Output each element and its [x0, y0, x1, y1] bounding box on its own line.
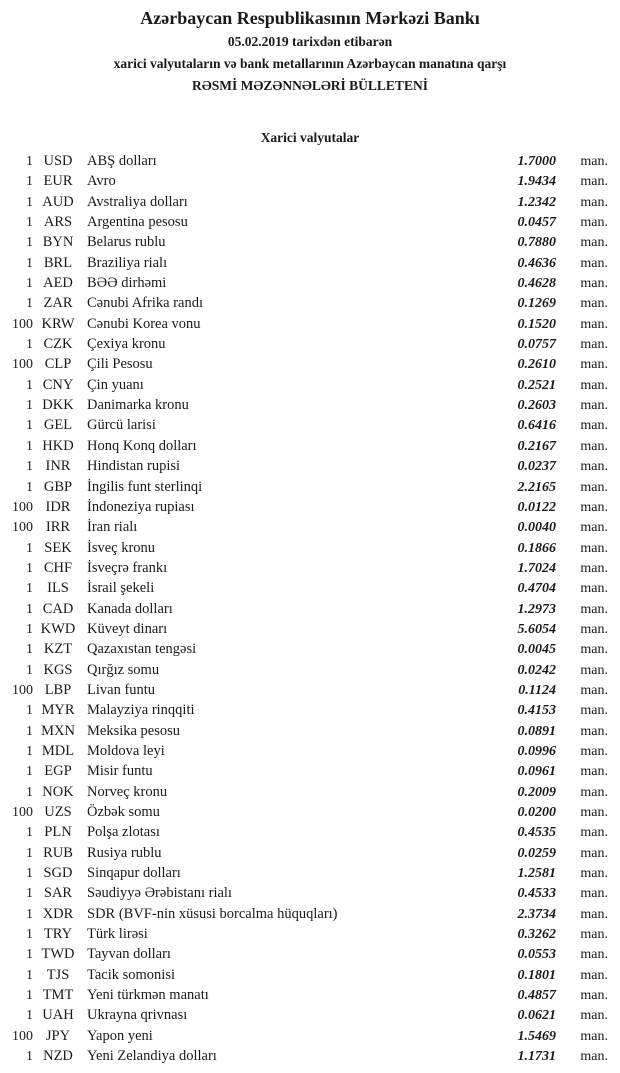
rate-row	[0, 192, 620, 212]
unit-label: man.	[580, 805, 608, 820]
exchange-rate: 0.1124	[518, 682, 556, 698]
currency-quantity: 1	[26, 418, 33, 434]
currency-code: XDR	[42, 905, 74, 922]
rate-row	[0, 782, 620, 802]
currency-name: Kanada dolları	[87, 600, 173, 617]
unit-label: man.	[580, 906, 608, 922]
currency-quantity: 1	[26, 621, 33, 637]
exchange-rate: 0.4636	[517, 255, 556, 271]
currency-quantity: 1	[26, 764, 33, 780]
currency-code: KGS	[43, 661, 73, 678]
unit-label: man.	[580, 764, 608, 780]
currency-name: Küveyt dinarı	[87, 620, 168, 637]
exchange-rate: 5.6054	[517, 621, 556, 637]
unit-label: man.	[580, 621, 608, 637]
exchange-rate: 2.2165	[517, 479, 556, 495]
currency-code: TWD	[41, 946, 75, 963]
currency-name: Meksika pesosu	[87, 722, 181, 739]
rate-row	[0, 883, 620, 903]
unit-label: man.	[580, 601, 608, 617]
exchange-rate: 1.2581	[517, 866, 556, 882]
currency-code: TMT	[42, 987, 74, 1004]
unit-label: man.	[580, 194, 608, 210]
currency-quantity: 1	[26, 988, 33, 1004]
rate-row	[0, 639, 620, 659]
unit-label: man.	[580, 540, 608, 556]
exchange-rate: 0.2521	[517, 377, 556, 393]
currency-quantity: 1	[26, 276, 33, 292]
currency-name: Çin yuanı	[87, 376, 144, 393]
currency-quantity: 1	[26, 703, 33, 719]
exchange-rate: 0.4704	[517, 581, 556, 597]
currency-code: MDL	[41, 742, 75, 759]
exchange-rates-table	[0, 151, 620, 1066]
currency-quantity: 1	[26, 743, 33, 759]
unit-label: man.	[580, 377, 608, 393]
exchange-rate: 0.0040	[517, 520, 556, 536]
exchange-rate: 0.6416	[517, 418, 556, 434]
currency-quantity: 1	[26, 1049, 33, 1065]
rate-row	[0, 721, 620, 741]
currency-code: MXN	[41, 722, 75, 739]
currency-quantity: 100	[12, 520, 33, 536]
currency-name: Yeni türkmən manatı	[87, 987, 209, 1004]
currency-code: CLP	[44, 356, 72, 373]
rate-row	[0, 944, 620, 964]
currency-quantity: 1	[26, 927, 33, 943]
currency-quantity: 1	[26, 479, 33, 495]
currency-quantity: 1	[26, 642, 33, 658]
exchange-rate: 0.4857	[517, 988, 556, 1004]
currency-code: GBP	[43, 478, 73, 495]
unit-label: man.	[580, 662, 608, 678]
rate-row	[0, 863, 620, 883]
currency-code: MYR	[41, 702, 75, 719]
rate-row	[0, 334, 620, 354]
rate-row	[0, 395, 620, 415]
exchange-rate: 0.0961	[517, 764, 556, 780]
rate-row	[0, 985, 620, 1005]
currency-name: ABŞ dolları	[87, 153, 157, 169]
currency-quantity: 1	[26, 560, 33, 576]
currency-name: İndoneziya rupiası	[87, 498, 195, 515]
exchange-rate: 1.7024	[517, 560, 556, 576]
exchange-rate: 0.1866	[517, 540, 556, 556]
exchange-rate: 0.4628	[517, 276, 556, 292]
exchange-rate: 0.1269	[517, 296, 556, 312]
currency-code: IDR	[45, 498, 71, 515]
exchange-rate: 0.0200	[517, 805, 556, 820]
currency-code: NZD	[43, 1048, 73, 1065]
unit-label: man.	[580, 988, 608, 1004]
unit-label: man.	[580, 723, 608, 739]
rate-row	[0, 517, 620, 537]
currency-code: SGD	[43, 865, 73, 882]
currency-code: HKD	[42, 437, 74, 454]
currency-quantity: 1	[26, 540, 33, 556]
currency-name: Norveç kronu	[87, 783, 168, 800]
currency-quantity: 1	[26, 337, 33, 353]
bulletin-subtitle: xarici valyutaların və bank metallarının Azərbaycan manatına qarşı	[113, 56, 507, 71]
exchange-rate: 0.1520	[517, 316, 556, 332]
unit-label: man.	[580, 154, 608, 169]
rate-row	[0, 1005, 620, 1025]
currency-quantity: 1	[26, 377, 33, 393]
exchange-rate: 1.5469	[517, 1028, 556, 1044]
exchange-rate: 0.4535	[517, 825, 556, 841]
rate-row	[0, 741, 620, 761]
unit-label: man.	[580, 927, 608, 943]
unit-label: man.	[580, 357, 608, 373]
bulletin-title: RƏSMİ MƏZƏNNƏLƏRİ BÜLLETENİ	[192, 78, 428, 93]
rate-row	[0, 1026, 620, 1046]
currency-quantity: 1	[26, 601, 33, 617]
currency-name: Argentina pesosu	[87, 214, 188, 231]
currency-quantity: 1	[26, 1008, 33, 1024]
exchange-rate: 2.3734	[517, 906, 556, 922]
rate-row	[0, 904, 620, 924]
currency-code: CAD	[42, 600, 74, 617]
currency-code: ZAR	[43, 295, 73, 312]
currency-name: Ukrayna qrivnası	[87, 1007, 188, 1024]
currency-code: GEL	[43, 417, 73, 434]
exchange-rate: 0.4153	[517, 703, 556, 719]
currency-name: SDR (BVF-nin xüsusi borcalma hüquqları)	[87, 905, 338, 922]
currency-name: İsveçrə frankı	[87, 559, 168, 576]
rate-row	[0, 151, 620, 171]
rate-row	[0, 843, 620, 863]
currency-code: EUR	[43, 173, 73, 190]
currency-name: Avstraliya dolları	[87, 193, 188, 210]
currency-name: Moldova leyi	[87, 742, 165, 759]
unit-label: man.	[580, 255, 608, 271]
currency-name: Çexiya kronu	[87, 336, 166, 353]
currency-quantity: 1	[26, 947, 33, 963]
currency-code: SAR	[43, 885, 73, 902]
currency-code: TJS	[46, 966, 70, 983]
effective-date-line: 05.02.2019 tarixdən etibarən	[227, 34, 393, 49]
currency-name: İngilis funt sterlinqi	[87, 478, 203, 495]
currency-code: AUD	[42, 193, 74, 210]
currency-code: ARS	[43, 214, 73, 231]
currency-quantity: 1	[26, 398, 33, 414]
exchange-rate: 0.3262	[517, 927, 556, 943]
unit-label: man.	[580, 642, 608, 658]
rate-row	[0, 273, 620, 293]
currency-name: Tacik somonisi	[87, 966, 175, 983]
rate-row	[0, 293, 620, 313]
currency-code: KRW	[41, 315, 75, 332]
unit-label: man.	[580, 276, 608, 292]
exchange-rate: 1.2342	[517, 194, 556, 210]
unit-label: man.	[580, 296, 608, 312]
rate-row	[0, 477, 620, 497]
unit-label: man.	[580, 316, 608, 332]
rate-row	[0, 538, 620, 558]
bulletin-header	[0, 0, 620, 97]
rate-row	[0, 314, 620, 334]
currency-quantity: 1	[26, 886, 33, 902]
unit-label: man.	[580, 560, 608, 576]
currency-name: Qazaxıstan tengəsi	[87, 641, 197, 658]
currency-name: Braziliya rialı	[87, 254, 168, 271]
rate-row	[0, 660, 620, 680]
rate-row	[0, 822, 620, 842]
currency-name: İran rialı	[87, 519, 138, 536]
currency-code: UZS	[44, 804, 72, 820]
currency-code: RUB	[43, 844, 73, 861]
unit-label: man.	[580, 866, 608, 882]
rate-row	[0, 171, 620, 191]
rate-row	[0, 253, 620, 273]
rate-row	[0, 599, 620, 619]
exchange-rate: 0.0045	[517, 642, 556, 658]
currency-name: Rusiya rublu	[87, 844, 162, 861]
currency-name: Misir funtu	[87, 763, 153, 780]
exchange-rate: 0.2009	[517, 784, 556, 800]
currency-quantity: 1	[26, 215, 33, 231]
currency-quantity: 1	[26, 174, 33, 190]
rate-row	[0, 232, 620, 252]
exchange-rate: 0.0259	[517, 845, 556, 861]
currency-name: Hindistan rupisi	[87, 458, 181, 475]
exchange-rate: 1.1731	[517, 1049, 556, 1065]
exchange-rate: 0.0757	[517, 337, 556, 353]
rate-row	[0, 375, 620, 395]
currency-quantity: 1	[26, 255, 33, 271]
currency-code: UAH	[42, 1007, 74, 1024]
currency-name: Çili Pesosu	[87, 356, 153, 373]
exchange-rate: 0.4533	[517, 886, 556, 902]
currency-name: Avro	[87, 173, 116, 190]
currency-name: Türk lirəsi	[87, 926, 148, 943]
currency-quantity: 100	[12, 805, 33, 820]
exchange-rate: 1.7000	[517, 154, 556, 169]
exchange-rate: 0.1801	[517, 967, 556, 983]
unit-label: man.	[580, 1049, 608, 1065]
currency-name: Malayziya rinqqiti	[87, 702, 195, 719]
currency-name: Belarus rublu	[87, 234, 166, 251]
currency-quantity: 1	[26, 906, 33, 922]
unit-label: man.	[580, 459, 608, 475]
unit-label: man.	[580, 967, 608, 983]
rate-row	[0, 456, 620, 476]
unit-label: man.	[580, 947, 608, 963]
rate-row	[0, 619, 620, 639]
currency-name: Səudiyyə Ərəbistanı rialı	[87, 885, 232, 902]
currency-name: Sinqapur dolları	[87, 865, 181, 882]
currency-quantity: 1	[26, 723, 33, 739]
exchange-rate: 0.0553	[517, 947, 556, 963]
rate-row	[0, 578, 620, 598]
currency-quantity: 1	[26, 825, 33, 841]
unit-label: man.	[580, 682, 608, 698]
currency-code: SEK	[44, 539, 72, 556]
currency-code: KWD	[40, 620, 76, 637]
rate-row	[0, 558, 620, 578]
currency-code: DKK	[42, 397, 74, 414]
currency-code: PLN	[44, 824, 72, 841]
currency-code: EGP	[44, 763, 72, 780]
currency-code: CHF	[43, 559, 73, 576]
currency-name: Yeni Zelandiya dolları	[87, 1048, 217, 1065]
rate-row	[0, 965, 620, 985]
unit-label: man.	[580, 174, 608, 190]
currency-quantity: 100	[12, 499, 33, 515]
currency-name: Cənubi Afrika randı	[87, 295, 203, 312]
currency-quantity: 100	[12, 357, 33, 373]
currency-code: CNY	[42, 376, 74, 393]
currency-quantity: 1	[26, 784, 33, 800]
unit-label: man.	[580, 499, 608, 515]
exchange-rate: 0.2167	[517, 438, 556, 454]
currency-code: ILS	[47, 580, 69, 597]
exchange-rate: 0.0457	[517, 215, 556, 231]
currency-quantity: 1	[26, 845, 33, 861]
exchange-rate: 1.9434	[517, 174, 556, 190]
currency-name: Tayvan dolları	[87, 946, 171, 963]
exchange-rate: 0.2610	[517, 357, 556, 373]
unit-label: man.	[580, 703, 608, 719]
currency-code: USD	[43, 153, 73, 169]
unit-label: man.	[580, 825, 608, 841]
exchange-rate: 0.2603	[517, 398, 556, 414]
currency-name: Polşa zlotası	[87, 824, 160, 841]
currency-code: IRR	[45, 519, 71, 536]
unit-label: man.	[580, 418, 608, 434]
unit-label: man.	[580, 845, 608, 861]
currency-quantity: 1	[26, 194, 33, 210]
exchange-rate: 0.0237	[517, 459, 556, 475]
currency-name: Danimarka kronu	[87, 397, 189, 414]
section-title-foreign-currencies: Xarici valyutalar	[260, 130, 360, 145]
rate-row	[0, 212, 620, 232]
currency-code: CZK	[43, 336, 73, 353]
rate-row	[0, 415, 620, 435]
currency-quantity: 100	[12, 682, 33, 698]
rate-row	[0, 436, 620, 456]
currency-quantity: 100	[12, 1028, 33, 1044]
currency-name: İsrail şekeli	[87, 580, 155, 597]
unit-label: man.	[580, 520, 608, 536]
unit-label: man.	[580, 337, 608, 353]
currency-quantity: 1	[26, 866, 33, 882]
unit-label: man.	[580, 235, 608, 251]
currency-code: AED	[43, 275, 73, 292]
currency-quantity: 1	[26, 967, 33, 983]
currency-quantity: 1	[26, 459, 33, 475]
unit-label: man.	[580, 784, 608, 800]
currency-code: LBP	[44, 681, 72, 698]
currency-quantity: 1	[26, 296, 33, 312]
currency-name: Gürcü larisi	[87, 417, 156, 434]
currency-name: Yapon yeni	[87, 1027, 153, 1044]
currency-quantity: 1	[26, 438, 33, 454]
currency-code: NOK	[42, 783, 74, 800]
rate-row	[0, 924, 620, 944]
currency-code: BRL	[43, 254, 73, 271]
unit-label: man.	[580, 743, 608, 759]
unit-label: man.	[580, 438, 608, 454]
unit-label: man.	[580, 886, 608, 902]
currency-quantity: 1	[26, 235, 33, 251]
exchange-rate: 0.0242	[517, 662, 556, 678]
unit-label: man.	[580, 215, 608, 231]
currency-code: TRY	[43, 926, 73, 943]
rate-row	[0, 802, 620, 822]
currency-quantity: 1	[26, 662, 33, 678]
currency-quantity: 1	[26, 154, 33, 169]
currency-name: İsveç kronu	[87, 539, 156, 556]
unit-label: man.	[580, 1008, 608, 1024]
exchange-rate: 1.2973	[517, 601, 556, 617]
currency-name: Livan funtu	[87, 681, 156, 698]
bank-name-title: Azərbaycan Respublikasının Mərkəzi Bankı	[140, 8, 480, 28]
currency-name: Cənubi Korea vonu	[87, 315, 201, 332]
exchange-rate: 0.0891	[517, 723, 556, 739]
rate-row	[0, 680, 620, 700]
currency-code: JPY	[45, 1027, 71, 1044]
rate-row	[0, 1046, 620, 1066]
unit-label: man.	[580, 581, 608, 597]
unit-label: man.	[580, 1028, 608, 1044]
currency-quantity: 100	[12, 316, 33, 332]
currency-code: INR	[45, 458, 71, 475]
rate-row	[0, 497, 620, 517]
exchange-rate: 0.0621	[517, 1008, 556, 1024]
exchange-rate: 0.0122	[517, 499, 556, 515]
currency-name: BƏƏ dirhəmi	[87, 275, 167, 292]
rate-row	[0, 761, 620, 781]
unit-label: man.	[580, 398, 608, 414]
unit-label: man.	[580, 479, 608, 495]
rate-row	[0, 354, 620, 374]
currency-code: KZT	[43, 641, 73, 658]
exchange-rate: 0.7880	[517, 235, 556, 251]
exchange-rate: 0.0996	[517, 743, 556, 759]
currency-name: Honq Konq dolları	[87, 437, 197, 454]
currency-name: Özbək somu	[87, 804, 160, 820]
currency-quantity: 1	[26, 581, 33, 597]
currency-code: BYN	[42, 234, 74, 251]
currency-name: Qırğız somu	[87, 661, 160, 678]
rate-row	[0, 700, 620, 720]
